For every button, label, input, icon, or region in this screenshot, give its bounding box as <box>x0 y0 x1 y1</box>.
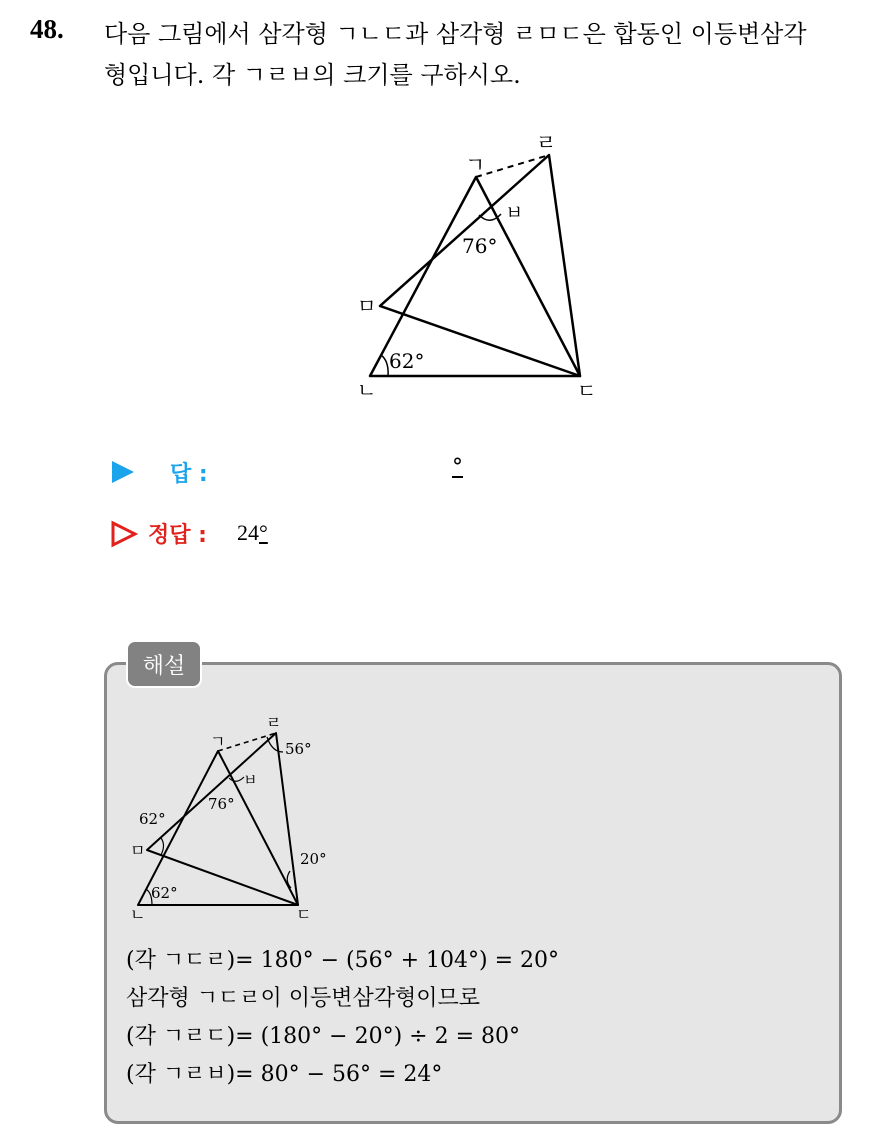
explanation-line-2: 삼각형 ㄱㄷㄹ이 이등변삼각형이므로 <box>126 986 481 1011</box>
vertex-label-b: ㅂ <box>505 202 524 224</box>
vertex-label-r: ㄹ <box>536 131 557 155</box>
vertex-label-n: ㄴ <box>357 378 377 402</box>
correct-answer-label: 정답 : <box>148 523 207 548</box>
triangle-rmd <box>380 155 580 376</box>
vertex-label-m: ㅁ <box>357 294 377 318</box>
question-text-line-1: 다음 그림에서 삼각형 ㄱㄴㄷ과 삼각형 ㄹㅁㄷ은 합동인 이등변삼각 <box>104 20 807 48</box>
explanation-figure <box>126 712 342 922</box>
expl-angle-label-62-bottom: 62° <box>151 884 178 902</box>
expl-angle-arc-62-left <box>161 838 164 855</box>
explanation-line-4: (각 ㄱㄹㅂ)= 80° − 56° = 24° <box>126 1062 443 1087</box>
expl-angle-label-56: 56° <box>285 740 312 758</box>
expl-vertex-label-m: ㅁ <box>130 841 146 860</box>
correct-answer-number: 24 <box>237 520 259 545</box>
question-text-line-2: 형입니다. 각 ㄱㄹㅂ의 크기를 구하시오. <box>104 61 521 89</box>
expl-angle-label-20: 20° <box>300 850 327 868</box>
explanation-line-3: (각 ㄱㄹㄷ)= (180° − 20°) ÷ 2 = 80° <box>126 1024 520 1049</box>
expl-vertex-label-g: ㄱ <box>210 732 226 751</box>
vertex-label-d: ㄷ <box>577 379 597 403</box>
answer-blank-unit: ° <box>452 455 463 480</box>
correct-answer-value <box>237 520 268 546</box>
correct-answer-unit: ° <box>259 520 268 545</box>
explanation-tag: 해설 <box>126 640 202 688</box>
vertex-label-g: ㄱ <box>465 153 486 177</box>
angle-arc-62 <box>381 355 388 376</box>
problem-figure <box>340 120 620 410</box>
expl-vertex-label-n: ㄴ <box>130 905 146 922</box>
question-number: 48. <box>30 14 64 44</box>
explanation-line-1: (각 ㄱㄷㄹ)= 180° − (56° + 104°) = 20° <box>126 948 559 973</box>
expl-angle-label-62-left: 62° <box>139 810 166 828</box>
angle-label-76: 76° <box>462 234 498 258</box>
expl-vertex-label-d: ㄷ <box>296 905 312 922</box>
expl-angle-label-76: 76° <box>208 795 235 813</box>
expl-triangle-gnd <box>138 751 298 905</box>
expl-vertex-label-r: ㄹ <box>266 713 282 732</box>
answer-label: 답 : <box>170 462 208 487</box>
angle-label-62: 62° <box>389 349 425 373</box>
play-triangle-icon <box>110 459 136 485</box>
triangle-gnd <box>370 177 580 376</box>
outline-triangle-icon <box>110 520 138 548</box>
expl-vertex-label-b: ㅂ <box>243 771 258 789</box>
